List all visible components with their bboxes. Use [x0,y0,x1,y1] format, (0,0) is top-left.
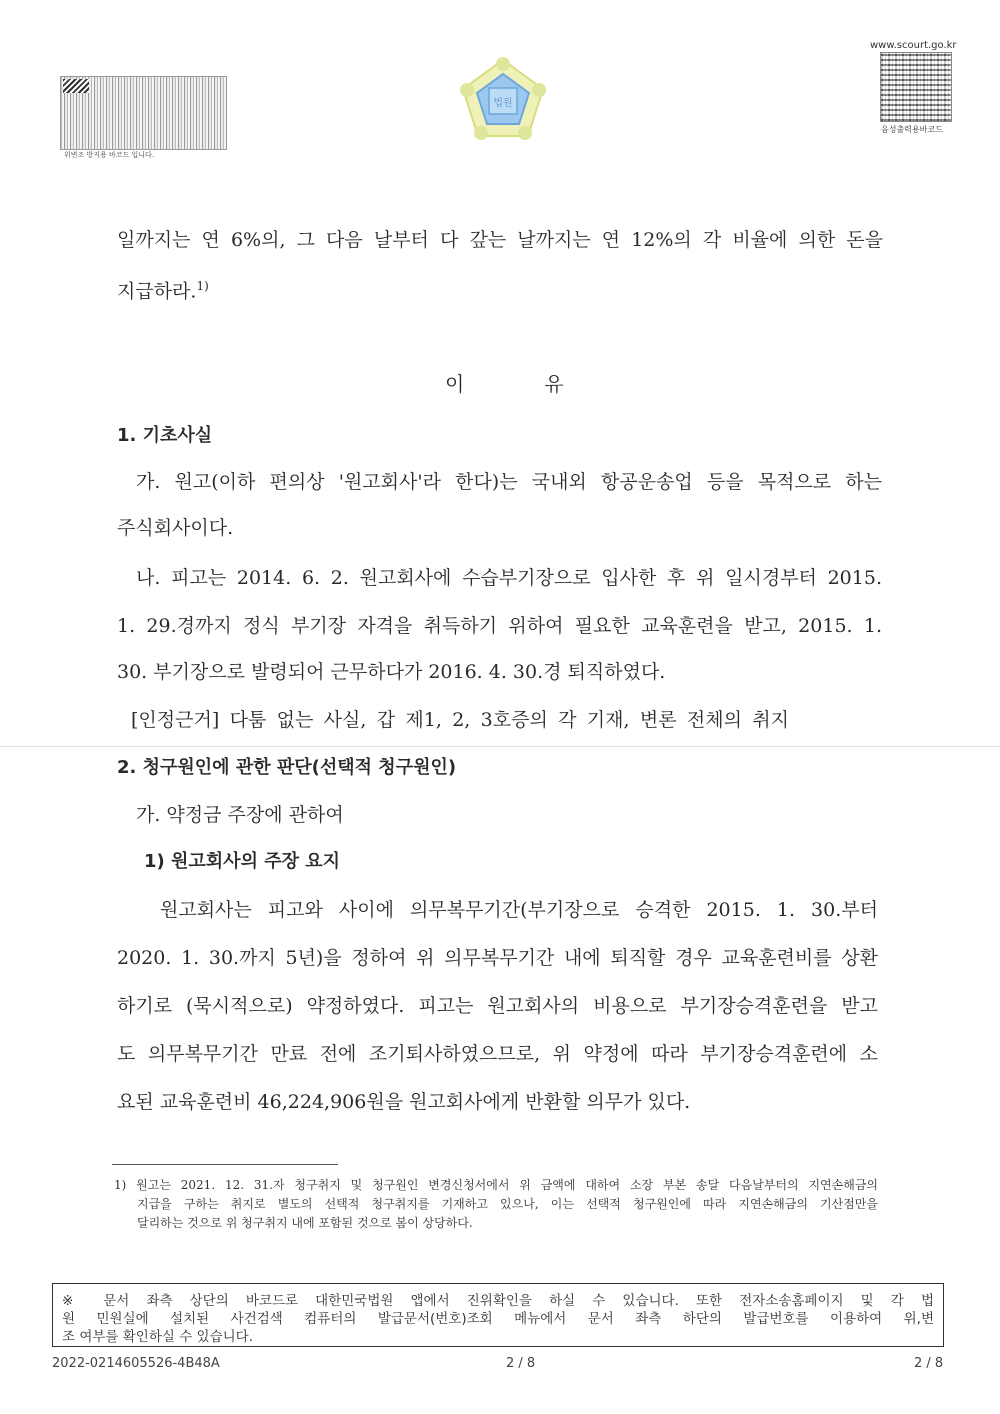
audio-output-barcode [880,52,952,122]
section-1-heading: 1. 기초사실 [117,425,213,446]
paragraph: 하기로 (묵시적으로) 약정하였다. 피고는 원고회사의 비용으로 부기장승격훈련을 받고 [117,995,878,1017]
fold-line [0,746,1000,747]
footnote-rule [112,1164,338,1165]
reason-title: 이 유 [445,372,564,396]
notice-text: 조 여부를 확인하실 수 있습니다. [62,1329,253,1345]
verification-barcode [60,76,227,150]
paragraph: 원고회사는 피고와 사이에 의무복무기간(부기장으로 승격한 2015. 1. 30.부터 [160,899,878,921]
issue-number: 2022-0214605526-4B48A [52,1356,220,1371]
footnote-text: 1) 원고는 2021. 12. 31.자 청구취지 및 청구원인 변경신청서에서 위 금액에 대하여 소장 부본 송달 다음날부터의 지연손해금의 [114,1178,878,1192]
court-emblem-icon [457,56,549,148]
emblem-text: 법원 [493,98,513,109]
paragraph: 주식회사이다. [117,517,234,539]
qr-label: 음성출력용바코드 [881,125,943,134]
order-continuation-line: 일까지는 연 6%의, 그 다음 날부터 다 갚는 날까지는 연 12%의 각 비율에 의한 돈을 [117,229,883,251]
sub-subsection-heading: 1) 원고회사의 주장 요지 [144,851,341,872]
paragraph: 요된 교육훈련비 46,224,906원을 원고회사에게 반환할 의무가 있다. [117,1091,691,1113]
site-url: www.scourt.go.kr [870,40,957,51]
footnote-text: 달리하는 것으로 위 청구취지 내에 포함된 것으로 봄이 상당하다. [137,1216,473,1230]
paragraph: 30. 부기장으로 발령되어 근무하다가 2016. 4. 30.경 퇴직하였다. [117,661,666,683]
evidence-basis: [인정근거] 다툼 없는 사실, 갑 제1, 2, 3호증의 각 기재, 변론 전체의 취지 [131,709,789,731]
notice-text: 원 민원실에 설치된 사건검색 컴퓨터의 발급문서(번호)조회 메뉴에서 문서 좌측 하단의 발급번호를 이용하여 위,변 [62,1311,934,1327]
paragraph: 도 의무복무기간 만료 전에 조기퇴사하였으므로, 위 약정에 따라 부기장승격훈련에 소 [117,1043,878,1065]
page-number-right: 2 / 8 [914,1356,944,1371]
notice-text: ※ 문서 좌측 상단의 바코드로 대한민국법원 앱에서 진위확인을 하실 수 있습니다. 또한 전자소송홈페이지 및 각 법 [62,1293,934,1309]
section-2-heading: 2. 청구원인에 관한 판단(선택적 청구원인) [117,757,457,778]
paragraph: 1. 29.경까지 정식 부기장 자격을 취득하기 위하여 필요한 교육훈련을 받고, 2015. 1. [117,615,882,637]
footnote-text: 지급을 구하는 취지로 별도의 선택적 청구취지를 기재하고 있으나, 이는 선택적 청구원인에 따라 지연손해금의 기산점만을 [137,1197,878,1211]
subsection-heading: 가. 약정금 주장에 관하여 [136,804,344,826]
paragraph: 2020. 1. 30.까지 5년)을 정하여 위 의무복무기간 내에 퇴직할 경우 교육훈련비를 상환 [117,947,878,969]
page-number-center: 2 / 8 [506,1356,536,1371]
footnote-ref: 1) [196,279,209,293]
paragraph: 가. 원고(이하 편의상 '원고회사'라 한다)는 국내외 항공운송업 등을 목적으로 하는 [136,471,882,493]
order-continuation-end: 지급하라.$^{1)}$ [117,279,209,303]
paragraph: 나. 피고는 2014. 6. 2. 원고회사에 수습부기장으로 입사한 후 위 일시경부터 2015. [136,567,882,589]
barcode-note: 위변조 방지용 바코드 입니다. [64,151,155,159]
